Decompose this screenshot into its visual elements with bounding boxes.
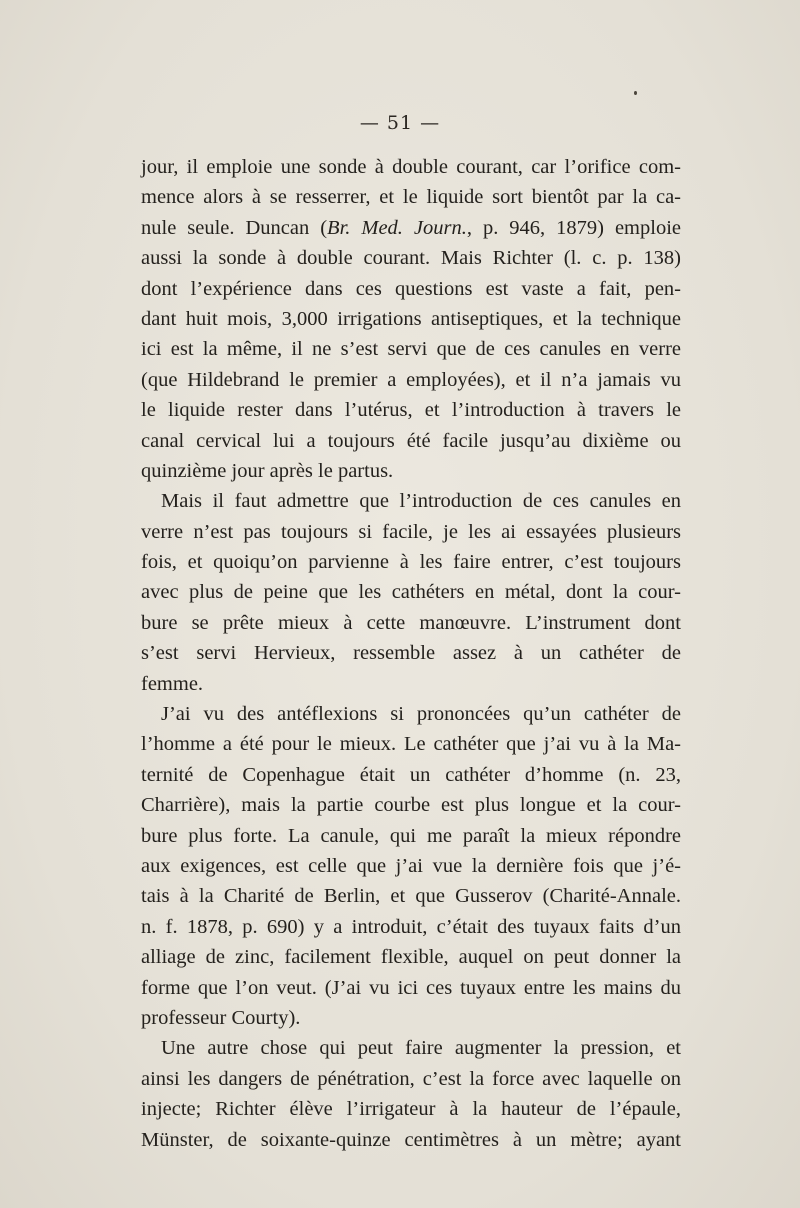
- text-line-18: femme.: [141, 672, 204, 695]
- text-line-14: fois, et quoiqu’on parvienne à les faire entrer, c’est toujours: [141, 551, 681, 574]
- text-line-8: (que Hildebrand le premier a employées), et il n’a jamais vu: [141, 368, 681, 391]
- text-line-20: l’homme a été pour le mieux. Le cathéter que j’ai vu à la Ma-: [141, 733, 681, 756]
- page-number: — 51 —: [359, 112, 441, 134]
- text-line-33: Münster, de soixante-quinze centimètres à un mètre; ayant: [141, 1128, 681, 1151]
- text-line-25: tais à la Charité de Berlin, et que Gusserov (Charité-Annale.: [141, 885, 681, 908]
- text-line-19: J’ai vu des antéflexions si prononcées qu’un cathéter de: [161, 703, 681, 726]
- text-line-16: bure se prête mieux à cette manœuvre. L’instrument dont: [141, 611, 681, 634]
- text-line-1: jour, il emploie une sonde à double courant, car l’orifice com-: [141, 156, 681, 178]
- body-text: [141, 152, 681, 1155]
- text-line-23: bure plus forte. La canule, qui me paraît la mieux répondre: [141, 824, 681, 847]
- text-line-28: forme que l’on veut. (J’ai vu ici ces tuyaux entre les mains du: [141, 976, 681, 999]
- text-line-7: ici est la même, il ne s’est servi que de ces canules en verre: [141, 338, 681, 361]
- text-line-32: injecte; Richter élève l’irrigateur à la hauteur de l’épaule,: [141, 1098, 681, 1121]
- text-line-15: avec plus de peine que les cathéters en métal, dont la cour-: [141, 581, 681, 604]
- text-line-3-end: , p. 946, 1879) emploie: [466, 216, 681, 239]
- text-line-6: dant huit mois, 3,000 irrigations antiseptiques, et la technique: [141, 307, 681, 330]
- journal-title: Br. Med. Journ.: [327, 216, 467, 239]
- text-line-12: Mais il faut admettre que l’introduction de ces canules en: [161, 490, 681, 513]
- text-line-5: dont l’expérience dans ces questions est vaste a fait, pen-: [141, 277, 681, 300]
- text-line-31: ainsi les dangers de pénétration, c’est la force avec laquelle on: [141, 1067, 681, 1090]
- text-line-2: mence alors à se resserrer, et le liquide sort bientôt par la ca-: [141, 186, 681, 209]
- text-line-3: [141, 213, 681, 243]
- text-line-11: quinzième jour après le partus.: [141, 459, 394, 482]
- text-line-3-start: nule seule. Duncan (: [141, 216, 328, 239]
- text-line-21: ternité de Copenhague était un cathéter d’homme (n. 23,: [141, 763, 681, 786]
- text-line-27: alliage de zinc, facilement flexible, auquel on peut donner la: [141, 946, 681, 969]
- text-line-13: verre n’est pas toujours si facile, je les ai essayées plusieurs: [141, 520, 681, 543]
- text-line-26: n. f. 1878, p. 690) y a introduit, c’était des tuyaux faits d’un: [141, 915, 681, 938]
- text-line-24: aux exigences, est celle que j’ai vue la dernière fois que j’é-: [141, 854, 681, 877]
- text-line-17: s’est servi Hervieux, ressemble assez à un cathéter de: [141, 642, 681, 665]
- text-line-10: canal cervical lui a toujours été facile jusqu’au dixième ou: [141, 429, 681, 452]
- ink-speck: [634, 91, 637, 95]
- text-line-4: aussi la sonde à double courant. Mais Richter (l. c. p. 138): [141, 247, 681, 270]
- text-line-29: professeur Courty).: [141, 1006, 301, 1029]
- text-line-22: Charrière), mais la partie courbe est plus longue et la cour-: [141, 794, 681, 817]
- text-line-30: Une autre chose qui peut faire augmenter la pression, et: [161, 1037, 681, 1060]
- text-line-9: le liquide rester dans l’utérus, et l’introduction à travers le: [141, 399, 681, 422]
